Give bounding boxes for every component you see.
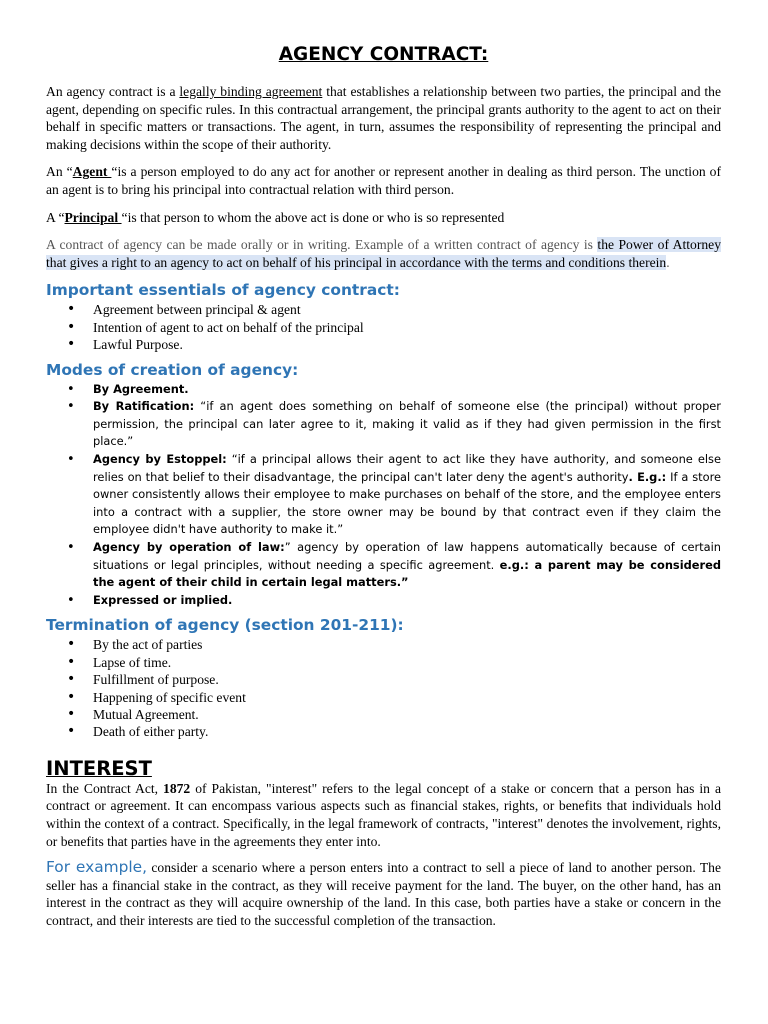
list-item xyxy=(46,451,721,539)
written-contract-end: . xyxy=(666,254,670,270)
essentials-heading: Important essentials of agency contract: xyxy=(46,281,400,300)
list-item: • Intention of agent to act on behalf of the principal xyxy=(46,319,721,336)
mode-estoppel-label: Agency by Estoppel: xyxy=(93,451,227,466)
agent-definition xyxy=(46,163,721,198)
list-item: • Agreement between principal & agent xyxy=(46,301,721,318)
intro-paragraph xyxy=(46,83,721,153)
mode-ratification-text: “if an agent does something on behalf of someone else (the principal) without proper permission, the principal can later agree to it, making it valid as if they had given permission in the first place.” xyxy=(93,399,721,449)
mode-estoppel-text: “if a principal allows their agent to act like they have authority, and someone else relies on that belief to their disadvantage, the principal can't later deny the agent's authority xyxy=(93,451,721,484)
essentials-list xyxy=(46,301,721,353)
mode-law-text: ” agency by operation of law happens automatically because of certain situations or legal principles, without needing a specific agreement. xyxy=(93,539,721,572)
list-item: • Lapse of time. xyxy=(46,654,721,671)
list-item xyxy=(46,592,721,610)
mode-expressed: Expressed or implied. xyxy=(93,592,233,607)
mode-agreement: By Agreement. xyxy=(93,381,189,396)
written-contract-paragraph xyxy=(46,236,721,271)
interest-text-2: of Pakistan, "interest" refers to the legal concept of a stake or concern that a person has in a contract or agreement. It can encompass various aspects such as financial stakes, rights, or benefits that individuals hold within the context of a contract. Specifically, in the legal framework of contracts, "interest" denotes the involvement, rights, or benefits that parties have in the agreements they enter into. xyxy=(46,780,721,849)
written-contract-text: A contract of agency can be made orally or in writing. Example of a written contract of agency is xyxy=(46,237,598,253)
document-title: AGENCY CONTRACT: xyxy=(278,44,489,65)
interest-year: 1872 xyxy=(163,780,191,796)
principal-term: Principal xyxy=(64,209,122,225)
principal-def-prefix: A “ xyxy=(46,209,65,225)
list-item xyxy=(46,398,721,451)
modes-list xyxy=(46,381,721,610)
interest-paragraph xyxy=(46,780,721,850)
mode-law-label: Agency by operation of law: xyxy=(93,539,285,554)
list-item: • Lawful Purpose. xyxy=(46,336,721,353)
list-item: • Death of either party. xyxy=(46,723,721,740)
mode-ratification-label: By Ratification: xyxy=(93,399,195,414)
list-item: • Happening of specific event xyxy=(46,689,721,706)
example-label: For example, xyxy=(46,858,148,877)
mode-estoppel-eg: . E.g.: xyxy=(628,469,667,484)
termination-list xyxy=(46,636,721,740)
principal-definition xyxy=(46,209,721,227)
list-item: • Fulfillment of purpose. xyxy=(46,671,721,688)
example-text: consider a scenario where a person enters into a contract to sell a piece of land to another person. The seller has a financial stake in the contract, as they will receive payment for the land. The buyer, on the other hand, has an interest in the contract as they will acquire ownership of the land. In this case, both parties have a stake or concern in the contract, and their interests are tied to the successful completion of the transaction. xyxy=(46,860,721,928)
termination-heading: Termination of agency (section 201-211): xyxy=(46,616,404,635)
intro-text-1: An agency contract is a xyxy=(46,84,180,99)
list-item xyxy=(46,539,721,592)
list-item xyxy=(46,381,721,399)
agent-term: Agent xyxy=(72,164,112,180)
modes-heading: Modes of creation of agency: xyxy=(46,360,299,379)
mode-law-example: e.g.: a parent may be considered the agent of their child in certain legal matters.” xyxy=(93,557,721,590)
agent-def-text: “is a person employed to do any act for another or represent another in dealing as third person. The unction of an agent is to bring his principal into contractual relation with third person. xyxy=(46,164,722,197)
agent-def-prefix: An “ xyxy=(46,164,73,180)
list-item: • Mutual Agreement. xyxy=(46,706,721,723)
highlighted-text: the Power of Attorney that gives a right to an agency to act on behalf of his principal in accordance with the terms and conditions therein xyxy=(46,237,722,270)
mode-estoppel-example: If a store owner consistently allows their employee to make purchases on behalf of the store, and the employee enters into a contract with a supplier, the store owner may be bound by that contract even if they claim the employee didn't have authority to make it.” xyxy=(93,469,722,537)
document-body xyxy=(46,44,721,939)
intro-text-2: that establishes a relationship between two parties, the principal and the agent, depending on specific rules. In this contractual arrangement, the principal grants authority to the agent to act on their behalf in specific matters or transactions. The agent, in turn, assumes the responsibility of representing the principal and making decisions within the scope of their authority. xyxy=(46,84,721,152)
interest-heading: INTEREST xyxy=(46,756,152,780)
list-item: • By the act of parties xyxy=(46,636,721,653)
principal-def-text: “is that person to whom the above act is done or who is so represented xyxy=(121,209,505,225)
intro-link[interactable]: legally binding agreement xyxy=(179,84,323,99)
interest-text-1: In the Contract Act, xyxy=(46,780,164,796)
example-paragraph xyxy=(46,859,721,929)
